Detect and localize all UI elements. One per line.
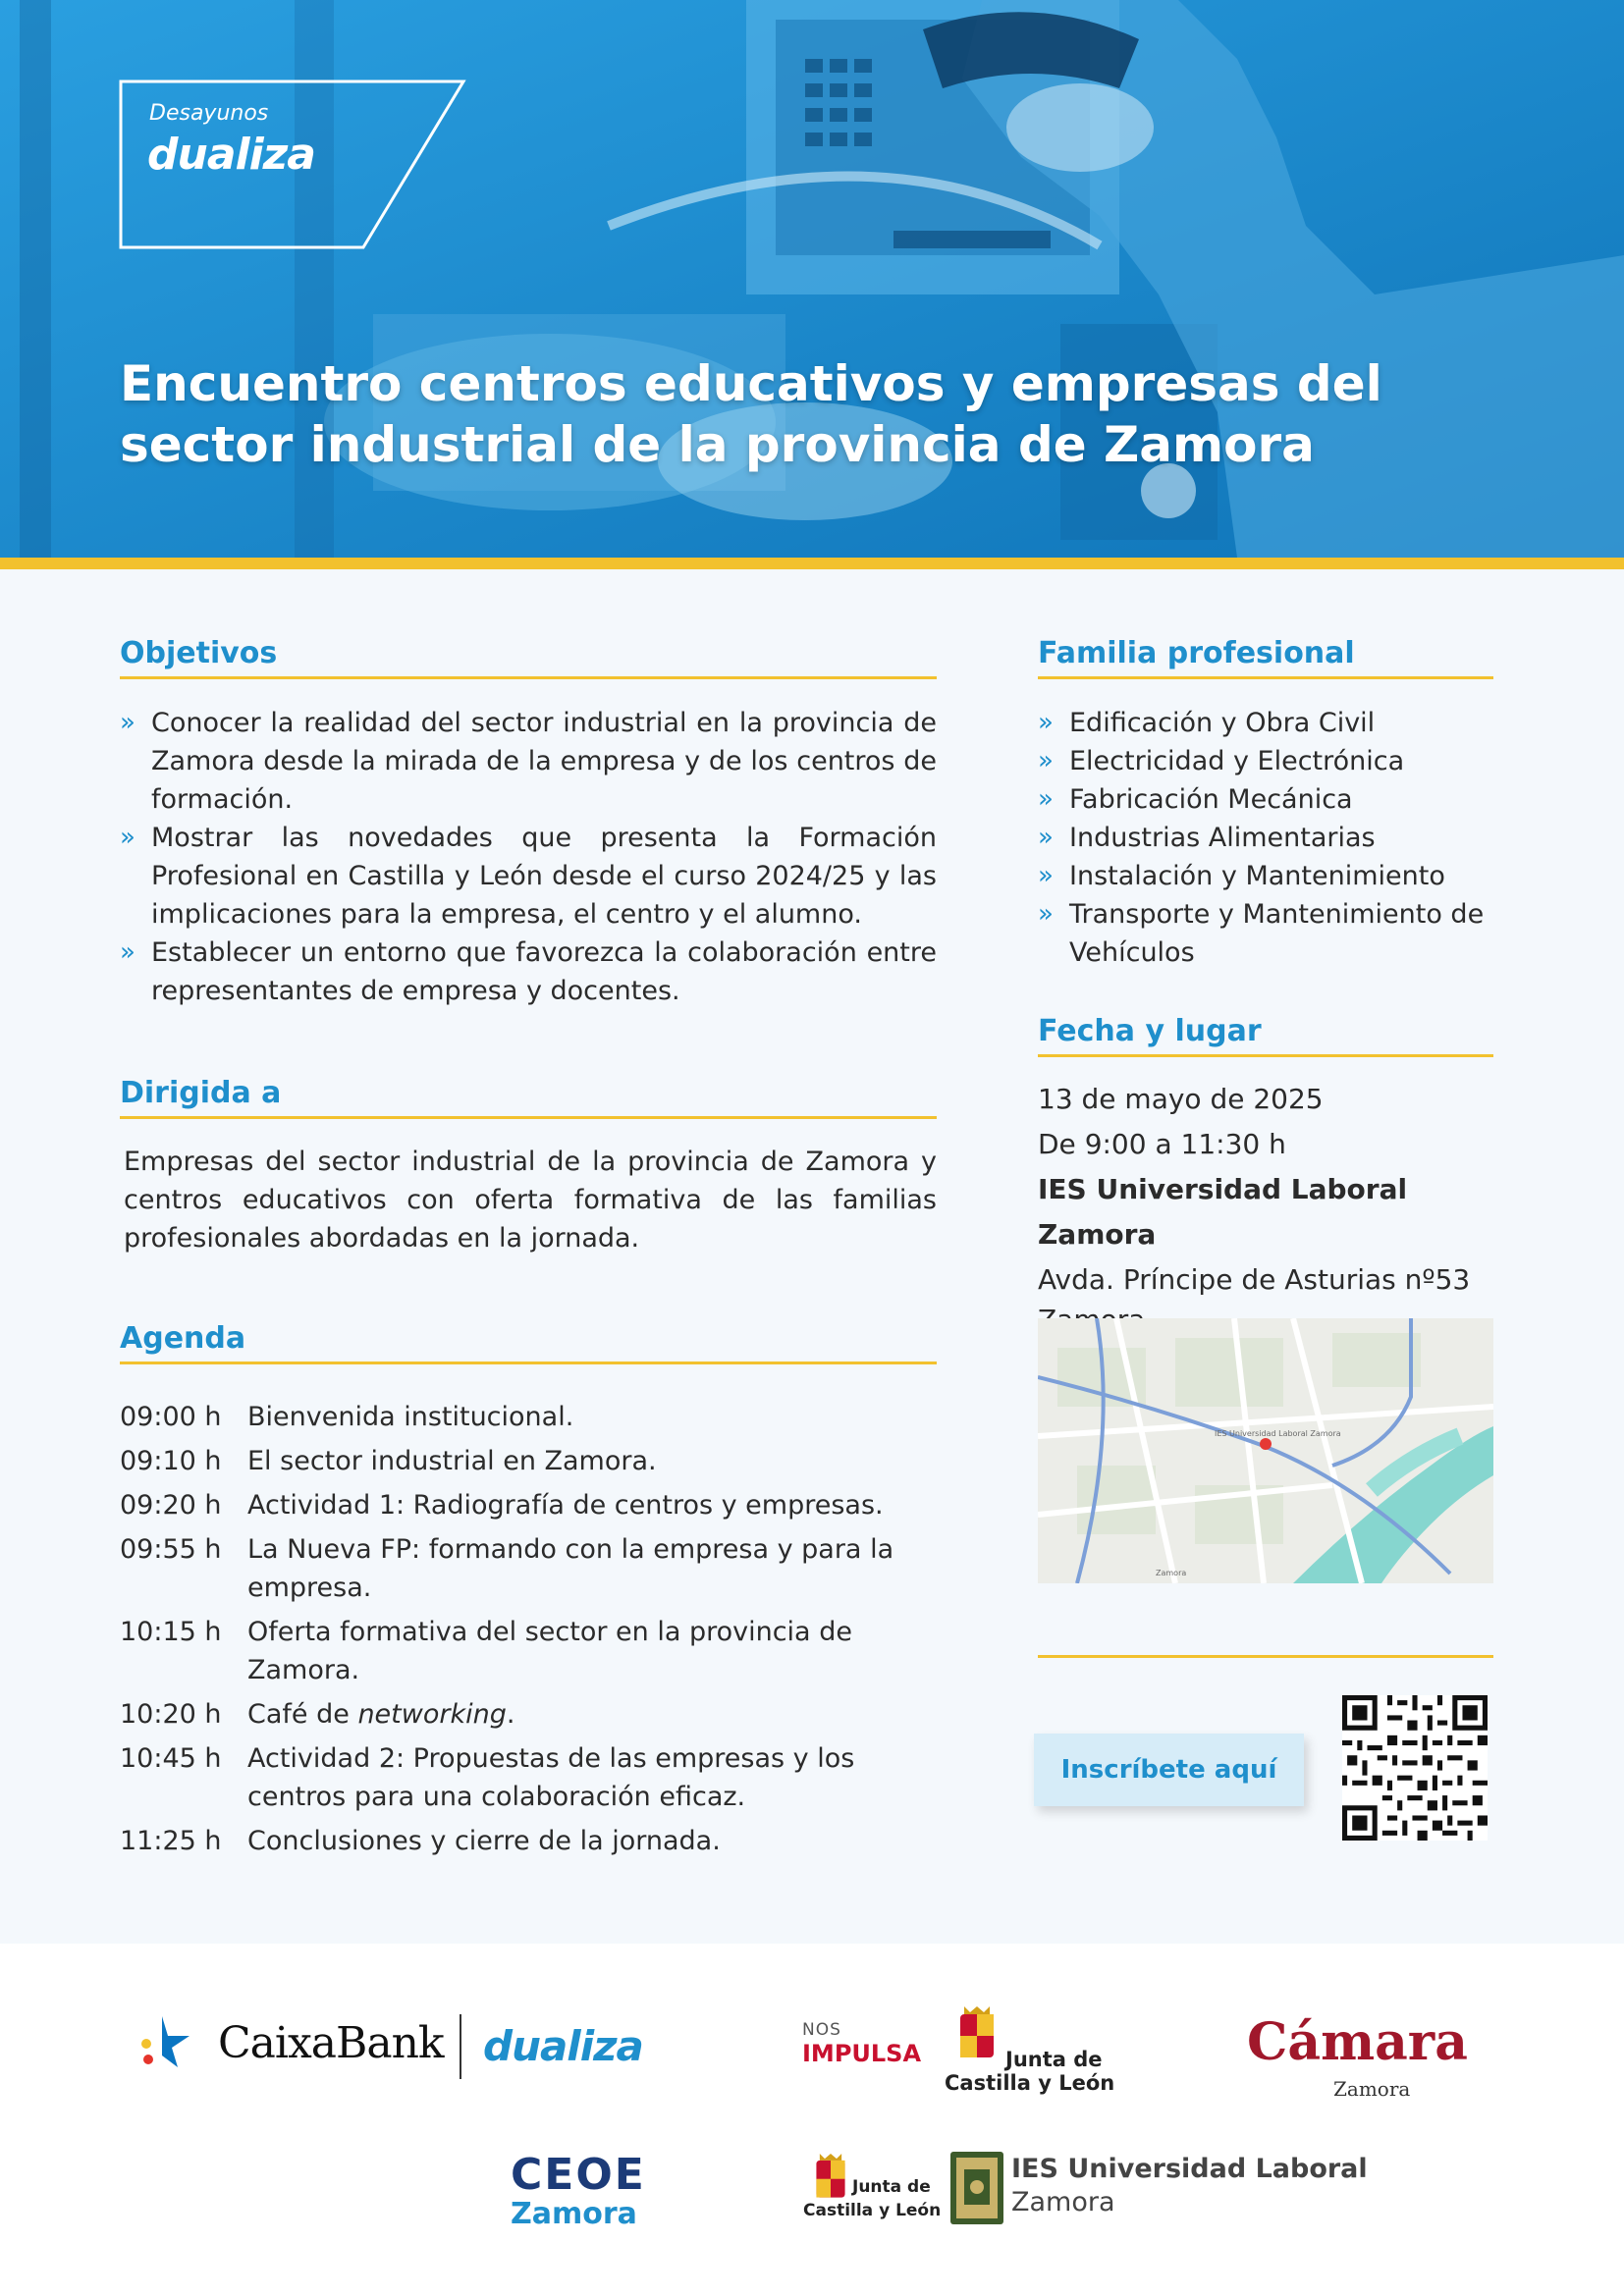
agenda-text: La Nueva FP: formando con la empresa y para la empresa. [247, 1534, 894, 1603]
dirigida-heading: Dirigida a [120, 1076, 937, 1119]
objetivos-list [120, 704, 937, 1010]
junta-logo-line1: Junta de [1005, 2048, 1103, 2071]
familia-item: » Edificación y Obra Civil [1038, 704, 1493, 742]
title-line-1: Encuentro centros educativos y empresas del [120, 355, 1382, 412]
agenda-time: 10:15 h [120, 1617, 222, 1647]
agenda-text [247, 1695, 935, 1734]
agenda-time: 11:25 h [120, 1826, 222, 1856]
agenda-row [120, 1442, 935, 1480]
ies-logo-line1: IES Universidad Laboral [1011, 2154, 1368, 2184]
junta-small-line1: Junta de [852, 2177, 931, 2197]
agenda-time: 09:20 h [120, 1490, 222, 1521]
ies-logo-line2: Zamora [1011, 2187, 1115, 2217]
dirigida-text: Empresas del sector industrial de la provincia de Zamora y centros educativos con oferta formativa de las familias profesionales abordadas en la jornada. [124, 1147, 937, 1254]
familia-item: » Electricidad y Electrónica [1038, 742, 1493, 780]
junta-small-line2: Castilla y León [803, 2201, 942, 2220]
junta-logo-line2: Castilla y León [945, 2071, 1115, 2095]
nos-logo: NOS [802, 2020, 841, 2040]
hero-yellow-strip [0, 558, 1624, 569]
agenda-time: 10:45 h [120, 1743, 222, 1774]
familia-list [1038, 704, 1493, 972]
agenda-text: Conclusiones y cierre de la jornada. [247, 1826, 721, 1856]
dualiza-footer-logo: dualiza [483, 2022, 643, 2070]
brand-dualiza: dualiza [147, 130, 315, 180]
agenda-text-em: networking [357, 1699, 507, 1730]
agenda-text: Oferta formativa del sector en la provincia de Zamora. [247, 1617, 852, 1685]
agenda-row [120, 1822, 935, 1860]
ceoe-sub: Zamora [511, 2197, 637, 2231]
page-title [120, 353, 1396, 475]
familia-item: » Instalación y Mantenimiento [1038, 857, 1493, 895]
divider [1038, 1655, 1493, 1658]
fecha-block [1038, 1077, 1499, 1338]
ceoe-logo: CEOE [511, 2150, 646, 2200]
familia-heading: Familia profesional [1038, 636, 1493, 679]
agenda-list [120, 1398, 935, 1866]
register-button[interactable]: Inscríbete aquí [1034, 1734, 1304, 1806]
agenda-text: Actividad 2: Propuestas de las empresas y los centros para una colaboración eficaz. [247, 1743, 855, 1812]
caixabank-star-icon [133, 2012, 191, 2071]
agenda-text: El sector industrial en Zamora. [247, 1446, 657, 1476]
junta-shield-icon [956, 2004, 998, 2063]
event-venue: IES Universidad Laboral Zamora [1038, 1173, 1408, 1251]
event-time: De 9:00 a 11:30 h [1038, 1128, 1286, 1160]
familia-item: » Transporte y Mantenimiento de Vehículos [1038, 895, 1493, 972]
agenda-text: Bienvenida institucional. [247, 1402, 574, 1432]
hero-banner [0, 0, 1624, 558]
event-date: 13 de mayo de 2025 [1038, 1083, 1324, 1115]
agenda-text-after: . [506, 1699, 515, 1730]
agenda-row [120, 1739, 935, 1816]
agenda-time: 10:20 h [120, 1699, 222, 1730]
agenda-time: 09:00 h [120, 1402, 222, 1432]
agenda-row [120, 1695, 935, 1734]
agenda-row [120, 1486, 935, 1524]
agenda-row [120, 1613, 935, 1689]
map-label-city: Zamora [1156, 1569, 1187, 1577]
agenda-row [120, 1398, 935, 1436]
agenda-time: 09:10 h [120, 1446, 222, 1476]
ies-shield-icon [948, 2150, 1005, 2226]
agenda-row [120, 1530, 935, 1607]
camara-logo: Cámara [1247, 2012, 1468, 2072]
objetivos-heading: Objetivos [120, 636, 937, 679]
objetivos-item: » Establecer un entorno que favorezca la colaboración entre representantes de empresa y docentes. [120, 934, 937, 1010]
fecha-heading: Fecha y lugar [1038, 1014, 1493, 1057]
map-label-venue: IES Universidad Laboral Zamora [1215, 1429, 1341, 1438]
footer-logos [0, 1944, 1624, 2296]
impulsa-logo: IMPULSA [802, 2040, 922, 2067]
objetivos-item: » Mostrar las novedades que presenta la Formación Profesional en Castilla y León desde el curso 2024/25 y las implicaciones para la empresa, el centro y el alumno. [120, 819, 937, 934]
logo-separator [460, 2014, 461, 2079]
qr-code[interactable] [1342, 1695, 1488, 1841]
location-map[interactable] [1038, 1318, 1493, 1583]
objetivos-item: » Conocer la realidad del sector industrial en la provincia de Zamora desde la mirada de la empresa y de los centros de formación. [120, 704, 937, 819]
event-address: Avda. Príncipe de Asturias nº53 [1038, 1263, 1471, 1296]
agenda-heading: Agenda [120, 1321, 937, 1364]
junta-logo-top [1005, 2048, 1103, 2071]
brand-desayunos: Desayunos [149, 101, 269, 126]
junta-small-shield-icon [813, 2152, 848, 2203]
familia-item: » Industrias Alimentarias [1038, 819, 1493, 857]
agenda-text-before: Café de [247, 1699, 358, 1730]
map-graphic [1038, 1318, 1493, 1583]
agenda-time: 09:55 h [120, 1534, 222, 1565]
title-line-2: sector industrial de la provincia de Zamora [120, 416, 1315, 473]
camara-sub: Zamora [1333, 2077, 1411, 2101]
caixabank-logo: CaixaBank [218, 2018, 444, 2068]
familia-item: » Fabricación Mecánica [1038, 780, 1493, 819]
agenda-text: Actividad 1: Radiografía de centros y empresas. [247, 1490, 884, 1521]
